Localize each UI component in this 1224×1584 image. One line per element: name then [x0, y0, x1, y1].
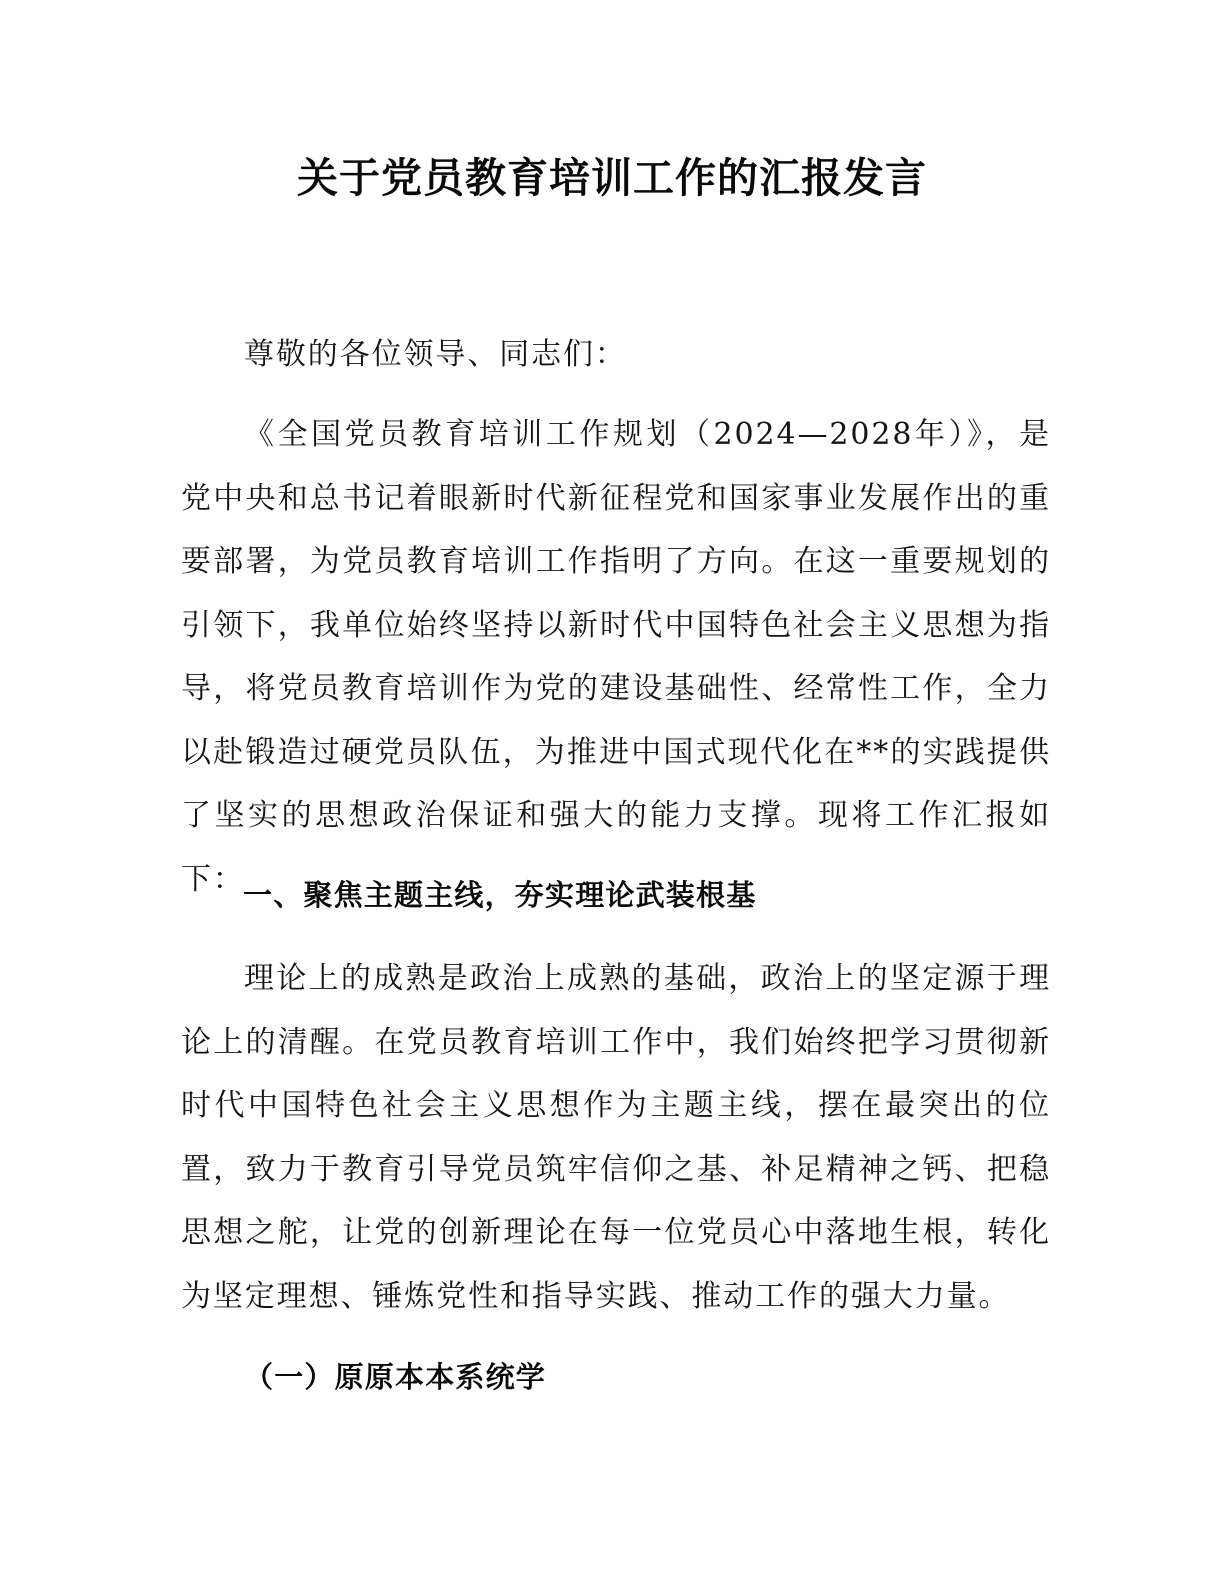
section-1-paragraph: 理论上的成熟是政治上成熟的基础，政治上的坚定源于理论上的清醒。在党员教育培训工作中，我们始终把学习贯彻新时代中国特色社会主义思想作为主题主线，摆在最突出的位置，致力于教育引导党员筑牢信仰之基、补足精神之钙、把稳思想之舵，让党的创新理论在每一位党员心中落地生根，转化为坚定理想、锤炼党性和指导实践、推动工作的强大力量。 — [181, 961, 1051, 1314]
salutation: 尊敬的各位领导、同志们： — [244, 337, 627, 372]
section-heading-1: 一、聚焦主题主线，夯实理论武装根基 — [243, 878, 757, 912]
subsection-heading-1: （一）原原本本系统学 — [244, 1360, 547, 1394]
document-title: 关于党员教育培训工作的汇报发言 — [297, 154, 927, 202]
intro-paragraph: 《全国党员教育培训工作规划（2024—2028年）》，是党中央和总书记着眼新时代新征程党和国家事业发展作出的重要部署，为党员教育培训工作指明了方向。在这一重要规划的引领下，我单位始终坚持以新时代中国特色社会主义思想为指导，将党员教育培训作为党的建设基础性、经常性工作，全力以赴锻造过硬党员队伍，为推进中国式现代化在**的实践提供了坚实的思想政治保证和强大的能力支撑。现将工作汇报如下： — [181, 417, 1051, 897]
